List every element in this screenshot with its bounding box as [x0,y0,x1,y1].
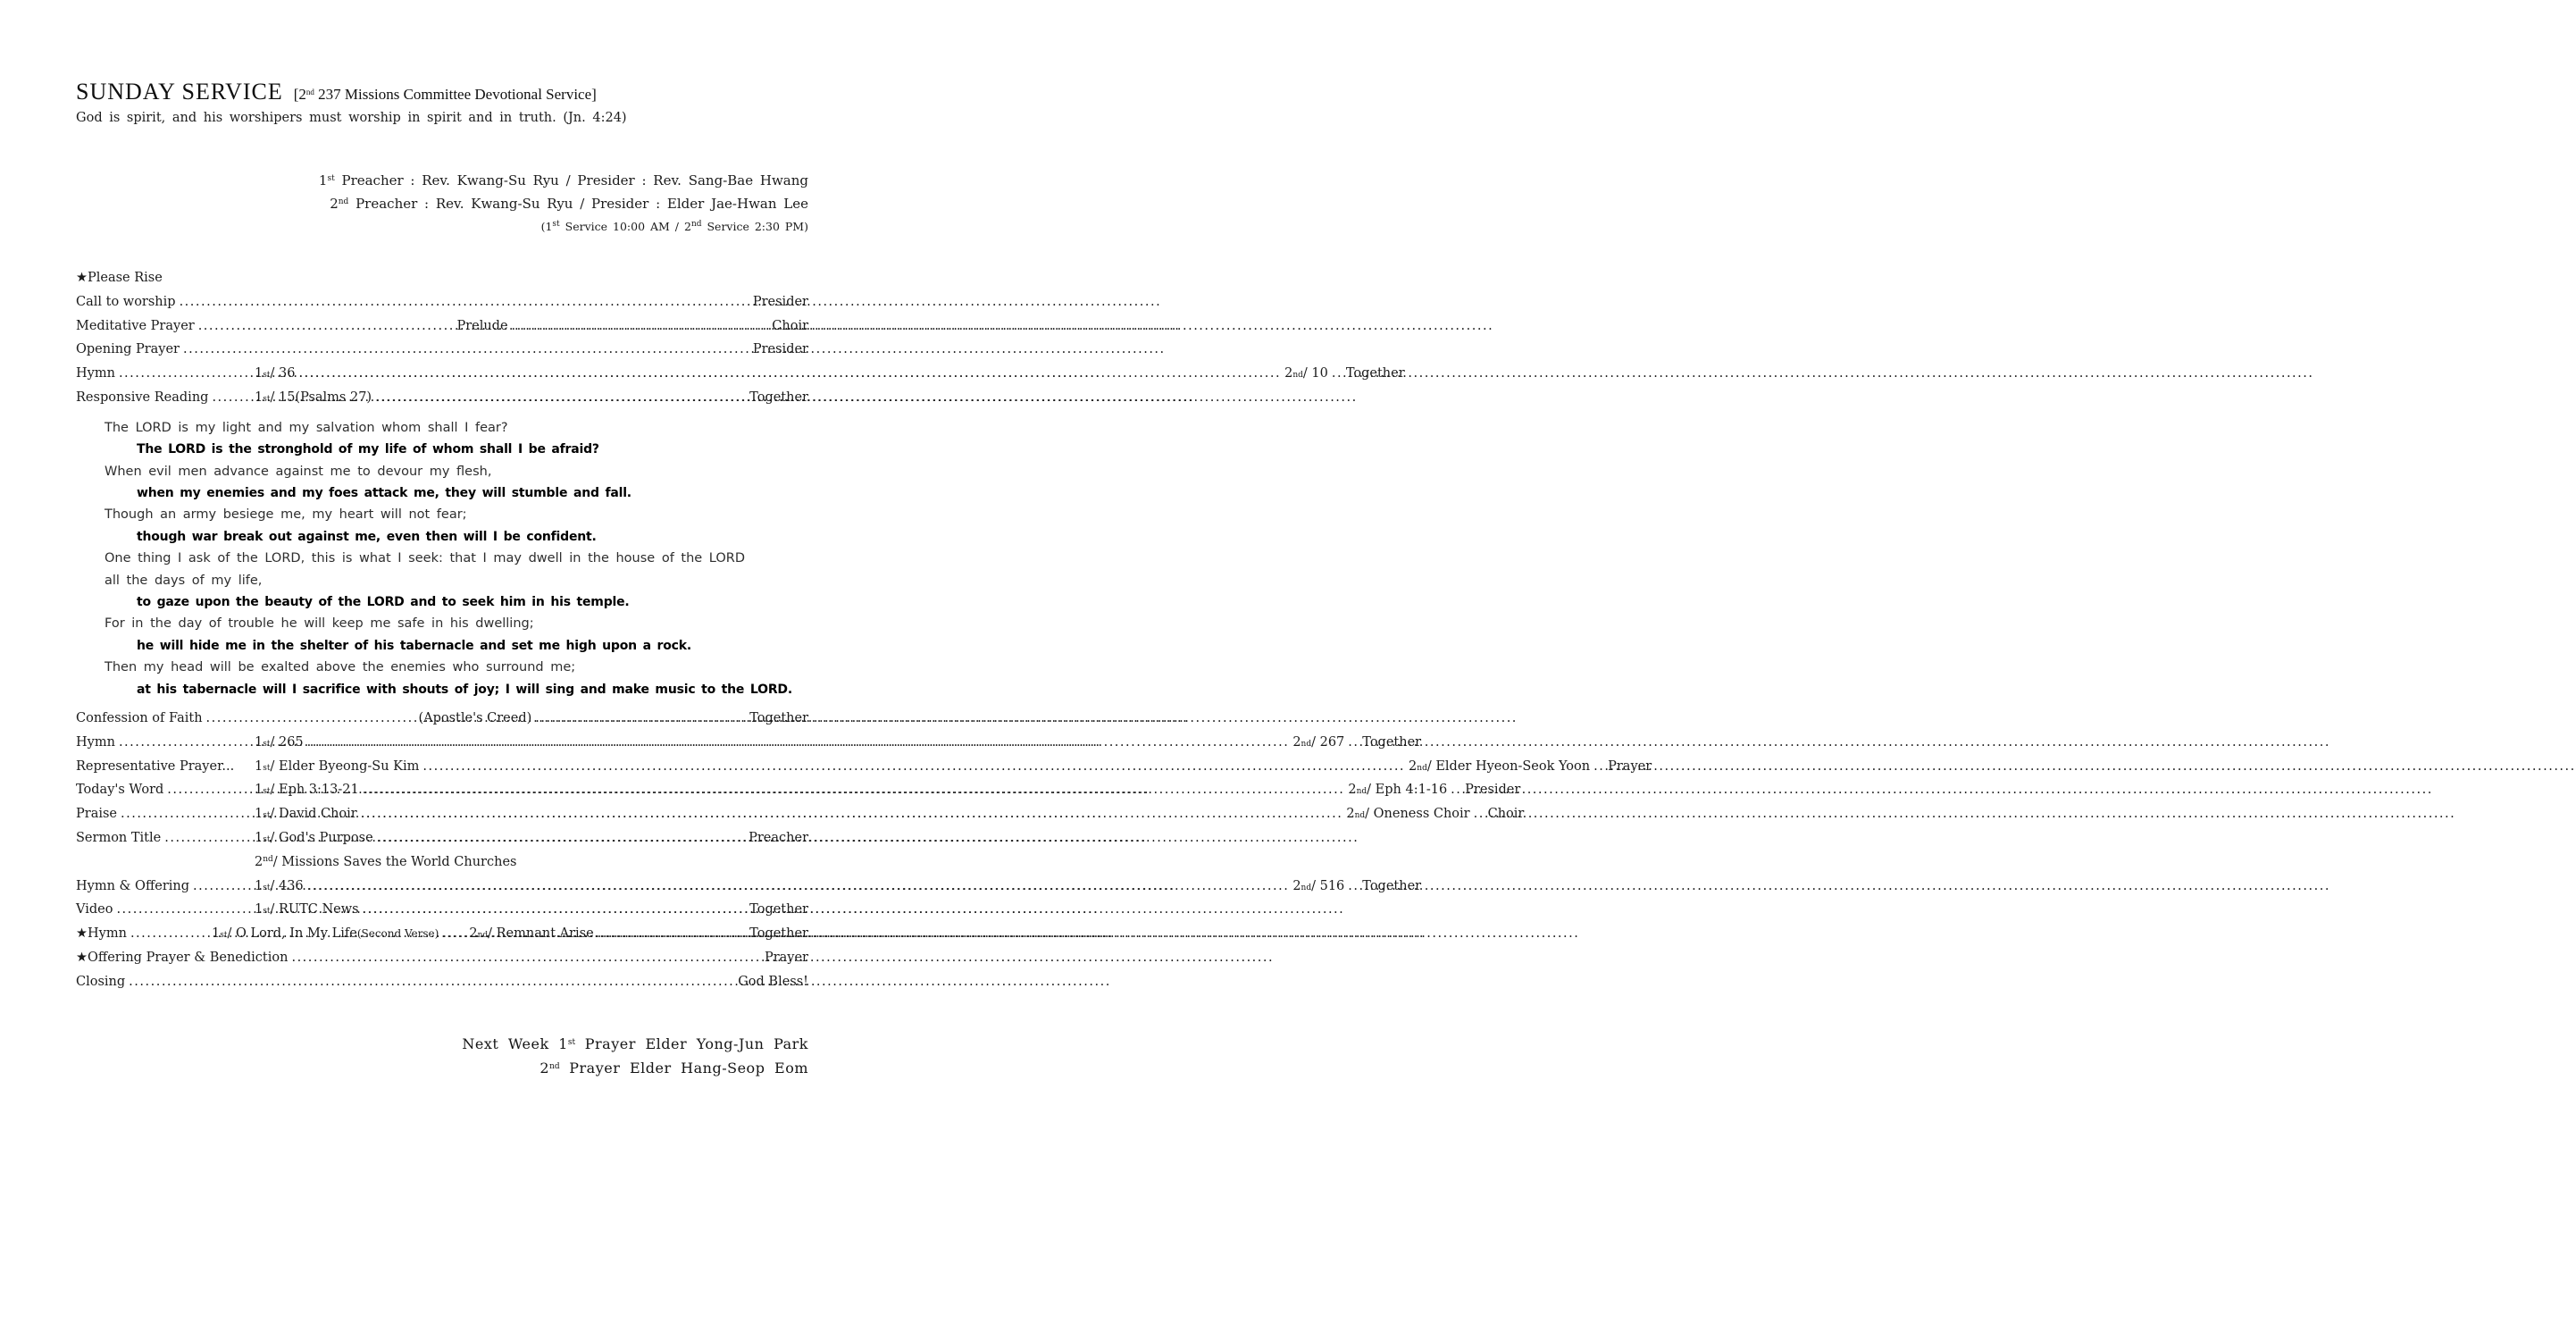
second-item: / 516 [1311,878,1345,893]
times-part: Service 2:30 PM) [701,220,808,233]
order-row-confession-of-faith [76,707,808,731]
responsive-reading-text [76,417,808,700]
order-label-cell [76,386,255,410]
ordinal-suffix: nd [305,88,314,96]
order-label-cell [76,731,255,755]
order-row-todays-word: Today's Word ..... 1 st / Eph 3:13-21 ..... 2 nd / Eph 4:1-16 ..... Presider [76,778,808,802]
ordinal-number: 2 [255,854,263,869]
ordinal-number: 2 [330,196,339,212]
first-item-cell: 1 st / David Choir ..... [255,802,1346,826]
psalm-line: When evil men advance against me to devour my flesh, [105,464,492,479]
dotted-leader [1447,778,1463,802]
dotted-leader [125,970,736,994]
psalm-line: he will hide me in the shelter of his tabernacle and set me high upon a rock. [137,638,691,653]
order-right: Together [1362,878,1422,893]
psalm-line: though war break out against me, even then will I be confident. [137,529,597,544]
subtitle-pre: [2 [293,86,306,103]
ordinal-number: 2 [1409,758,1418,774]
order-right: God Bless! [738,974,808,989]
first-item: / RUTC News [270,902,359,917]
psalm-line: at his tabernacle will I sacrifice with shouts of joy; I will sing and make music to the LORD. [137,682,792,697]
order-label-cell [76,362,255,386]
order-row-hymn-2: Hymn ..... 1 st / 265 ..... 2 nd / 267 ..... Together [76,731,808,755]
page-title: SUNDAY SERVICE [76,79,283,105]
order-label: Hymn [88,926,127,942]
first-item-cell: 1 st / Elder Byeong-Su Kim ..... [255,755,1409,779]
psalm-line: Then my head will be exalted above the enemies who surround me; [105,660,576,675]
order-label-cell [76,802,255,826]
psalm-line: For in the day of trouble he will keep me safe in his dwelling; [105,616,534,632]
first-item: / 15(Psalms 27) [270,390,372,405]
dotted-leader [203,707,419,731]
order-right: Together [749,902,808,917]
first-item: / God's Purpose [270,831,373,846]
ordinal-number: 1 [255,902,263,917]
order-label: Sermon Title [76,831,162,846]
order-right: Together [1345,366,1405,381]
dotted-leader [295,362,1284,386]
order-right: Together [749,926,808,942]
dotted-leader [113,898,255,922]
order-label: Call to worship [76,294,176,309]
order-label: Hymn [76,734,115,750]
ordinal-number: 2 [1348,783,1357,798]
ordinal-suffix: nd [338,197,349,206]
order-label-cell [76,826,255,850]
order-right: Presider [752,294,808,309]
next-week-text: Next Week 1 [462,1035,568,1052]
order-row-representative-prayer: Representative Prayer... 1 st / Elder Byeong-Su Kim ..... 2 nd / Elder Hyeon-Seok Yoon ..... Prayer [76,755,808,779]
psalm-line: to gaze upon the beauty of the LORD and to seek him in his temple. [137,595,630,610]
second-item: / Remnant Arise [488,926,594,942]
ordinal-number: 2 [1292,734,1301,750]
order-label: Please Rise [88,271,163,285]
order-right: Together [1362,734,1422,750]
order-label: Responsive Reading [76,390,209,405]
preacher-line-2 [76,192,808,215]
order-label: Video [76,902,113,917]
psalm-line: One thing I ask of the LORD, this is what I seek: that I may dwell in the house of the LORD [105,551,746,566]
order-row-hymn-1: Hymn ..... 1 st / 36 ..... 2 nd / 10 ..... Together [76,362,808,386]
order-row-responsive-reading: Responsive Reading ..... 1 st / 15(Psalms 27) ..... Together [76,386,808,410]
order-row-hymn-offering: Hymn & Offering ..... 1 st / 436 ..... 2 nd / 516 ..... Together [76,875,808,899]
order-right: Presider [1465,783,1521,798]
order-label-cell [76,875,255,899]
dotted-leader [1590,755,1606,779]
second-item: / 10 [1302,366,1328,381]
next-week-text: Prayer Elder Yong-Jun Park [575,1035,808,1052]
order-row-praise: Praise ..... 1 st / David Choir ..... 2 nd / Oneness Choir ..... Choir [76,802,808,826]
second-item: / Eph 4:1-16 [1367,783,1448,798]
first-item: / 436 [270,878,304,893]
ordinal-number: 1 [255,366,263,381]
ordinal-suffix: st [552,220,560,229]
dotted-leader [117,802,255,826]
ordinal-suffix: st [567,1037,576,1047]
preachers-block [76,169,808,239]
psalm-line: Though an army besiege me, my heart will not fear; [105,507,467,523]
ordinal-suffix: nd [549,1062,560,1072]
dotted-leader [419,755,1409,779]
dotted-leader [115,362,255,386]
order-right: Choir [1487,807,1525,822]
first-item-cell: 1 st / 265 ..... [255,731,1292,755]
order-row-closing [76,970,808,994]
first-item-cell: 1 st / Eph 3:13-21 ..... [255,778,1348,802]
order-label: Closing [76,974,126,989]
preacher-line-1-text: Preacher : Rev. Kwang-Su Ryu / Presider : Rev. Sang-Bae Hwang [334,172,808,188]
dotted-leader [372,386,748,410]
ordinal-number: 2 [1284,366,1293,381]
order-label: Today's Word [76,783,164,798]
order-middle: Prelude [456,318,508,333]
ordinal-number: 2 [539,1060,550,1077]
dotted-leader [439,922,469,946]
ordinal-suffix: nd [263,854,273,864]
psalm-line: when my enemies and my foes attack me, they will stumble and fall. [137,486,631,500]
first-item-cell: 1 st / 436 ..... [255,875,1292,899]
order-label-cell [76,755,255,779]
order-middle: (Apostle's Creed) [418,711,532,726]
ordinal-number: 1 [255,807,263,822]
order-right: Choir [772,318,809,333]
order-label: Hymn & Offering [76,878,190,893]
dotted-leader [508,314,771,339]
ordinal-number: 2 [469,926,478,942]
order-label: Praise [76,807,117,822]
first-item: / 265 [270,734,304,750]
order-row-closing-hymn: ★ Hymn ..... 1 st / O Lord, In My Life (Second Verse) ..... 2 nd / Remnant Arise ..... Together [76,922,808,946]
scripture-verse: God is spirit, and his worshipers must worship in spirit and in truth. (Jn. 4:24) [76,111,627,125]
ordinal-number: 1 [318,172,328,188]
dotted-leader [1344,875,1360,899]
dotted-leader [127,922,212,946]
times-part: (1 [540,220,553,233]
order-row-sermon-title-2nd [76,850,808,875]
ordinal-number: 1 [255,734,263,750]
order-right: Prayer [764,951,808,966]
times-part: Service 10:00 AM / 2 [559,220,691,233]
dotted-leader [208,386,255,410]
order-label-cell [76,778,255,802]
dotted-leader [359,778,1349,802]
dotted-leader [195,314,457,339]
bulletin-page [0,79,1652,1332]
next-week-line-2 [76,1056,808,1081]
dotted-leader [163,778,255,802]
order-row-call-to-worship [76,290,808,314]
dotted-leader [531,707,748,731]
second-item: / 267 [1311,734,1345,750]
ordinal-suffix: st [327,174,335,183]
dotted-leader [594,922,748,946]
first-item: / O Lord, In My Life [227,926,357,942]
order-row-please-rise [76,266,808,290]
star-icon: ★ [76,271,88,285]
ordinal-number: 1 [212,926,221,942]
next-week-line-1 [76,1032,808,1057]
order-row-sermon-title: Sermon Title ..... 1 st / God's Purpose ..... Preacher [76,826,808,850]
order-row-video: Video ..... 1 st / RUTC News ..... Together [76,898,808,922]
ordinal-suffix: nd [690,220,702,229]
star-icon: ★ [76,951,88,966]
ordinal-number: 1 [255,758,263,774]
dotted-leader [189,875,255,899]
order-right: Together [749,711,809,726]
dotted-leader [357,802,1347,826]
first-item: / Eph 3:13-21 [270,783,359,798]
dotted-leader [180,338,751,362]
ordinal-number: 1 [255,878,263,893]
next-week-text: Prayer Elder Hang-Seop Eom [559,1060,808,1077]
subtitle-post: 237 Missions Committee Devotional Service] [314,86,597,103]
first-item: / Elder Byeong-Su Kim [270,758,420,774]
dotted-leader [288,946,762,970]
psalm-line: all the days of my life, [105,573,263,588]
ordinal-number: 2 [1292,878,1301,893]
second-item: / Elder Hyeon-Seok Yoon [1426,758,1591,774]
order-row-offering-prayer-benediction [76,946,808,970]
first-item: / 36 [270,366,296,381]
title-row [76,79,808,105]
dotted-leader [359,898,749,922]
order-label: Representative Prayer... [76,758,235,774]
second-item: / Oneness Choir [1365,807,1470,822]
order-row-meditative-prayer [76,314,808,339]
order-right: Presider [752,342,808,357]
psalm-line: The LORD is the stronghold of my life of whom shall I be afraid? [137,442,599,457]
star-icon: ★ [76,926,88,942]
order-label: Opening Prayer [76,342,180,357]
order-right: Prayer [1608,758,1652,774]
dotted-leader [1328,362,1344,386]
first-item: / David Choir [270,807,357,822]
order-row-opening-prayer [76,338,808,362]
ordinal-number: 1 [255,783,263,798]
dotted-leader [1470,802,1486,826]
ordinal-number: 1 [255,831,263,846]
continuation-cell [76,850,516,875]
order-right: Preacher [749,831,808,846]
order-label-cell [76,922,212,946]
order-label: Hymn [76,366,115,381]
ordinal-number: 1 [255,390,263,405]
ordinal-number: 2 [1346,807,1355,822]
dotted-leader [1344,731,1360,755]
next-week-block [76,1032,808,1081]
dotted-leader [304,731,1293,755]
order-label: Confession of Faith [76,711,203,726]
order-label: Offering Prayer & Benediction [88,951,289,966]
dotted-leader [373,826,747,850]
title-subtitle [294,86,597,104]
order-label: Meditative Prayer [76,318,195,333]
preacher-line-1 [76,169,808,192]
verse-note: (Second Verse) [356,927,439,941]
dotted-leader [115,731,255,755]
service-times [76,215,808,239]
second-item: / Missions Saves the World Churches [272,854,517,869]
order-label-cell [76,898,255,922]
dotted-leader [176,290,751,314]
dotted-leader [304,875,1293,899]
dotted-leader [161,826,255,850]
first-item-cell: 1 st / 36 ..... [255,362,1284,386]
psalm-line: The LORD is my light and my salvation whom shall I fear? [105,420,508,435]
order-right: Together [749,390,808,405]
preacher-line-2-text: Preacher : Rev. Kwang-Su Ryu / Presider : Elder Jae-Hwan Lee [348,196,808,212]
